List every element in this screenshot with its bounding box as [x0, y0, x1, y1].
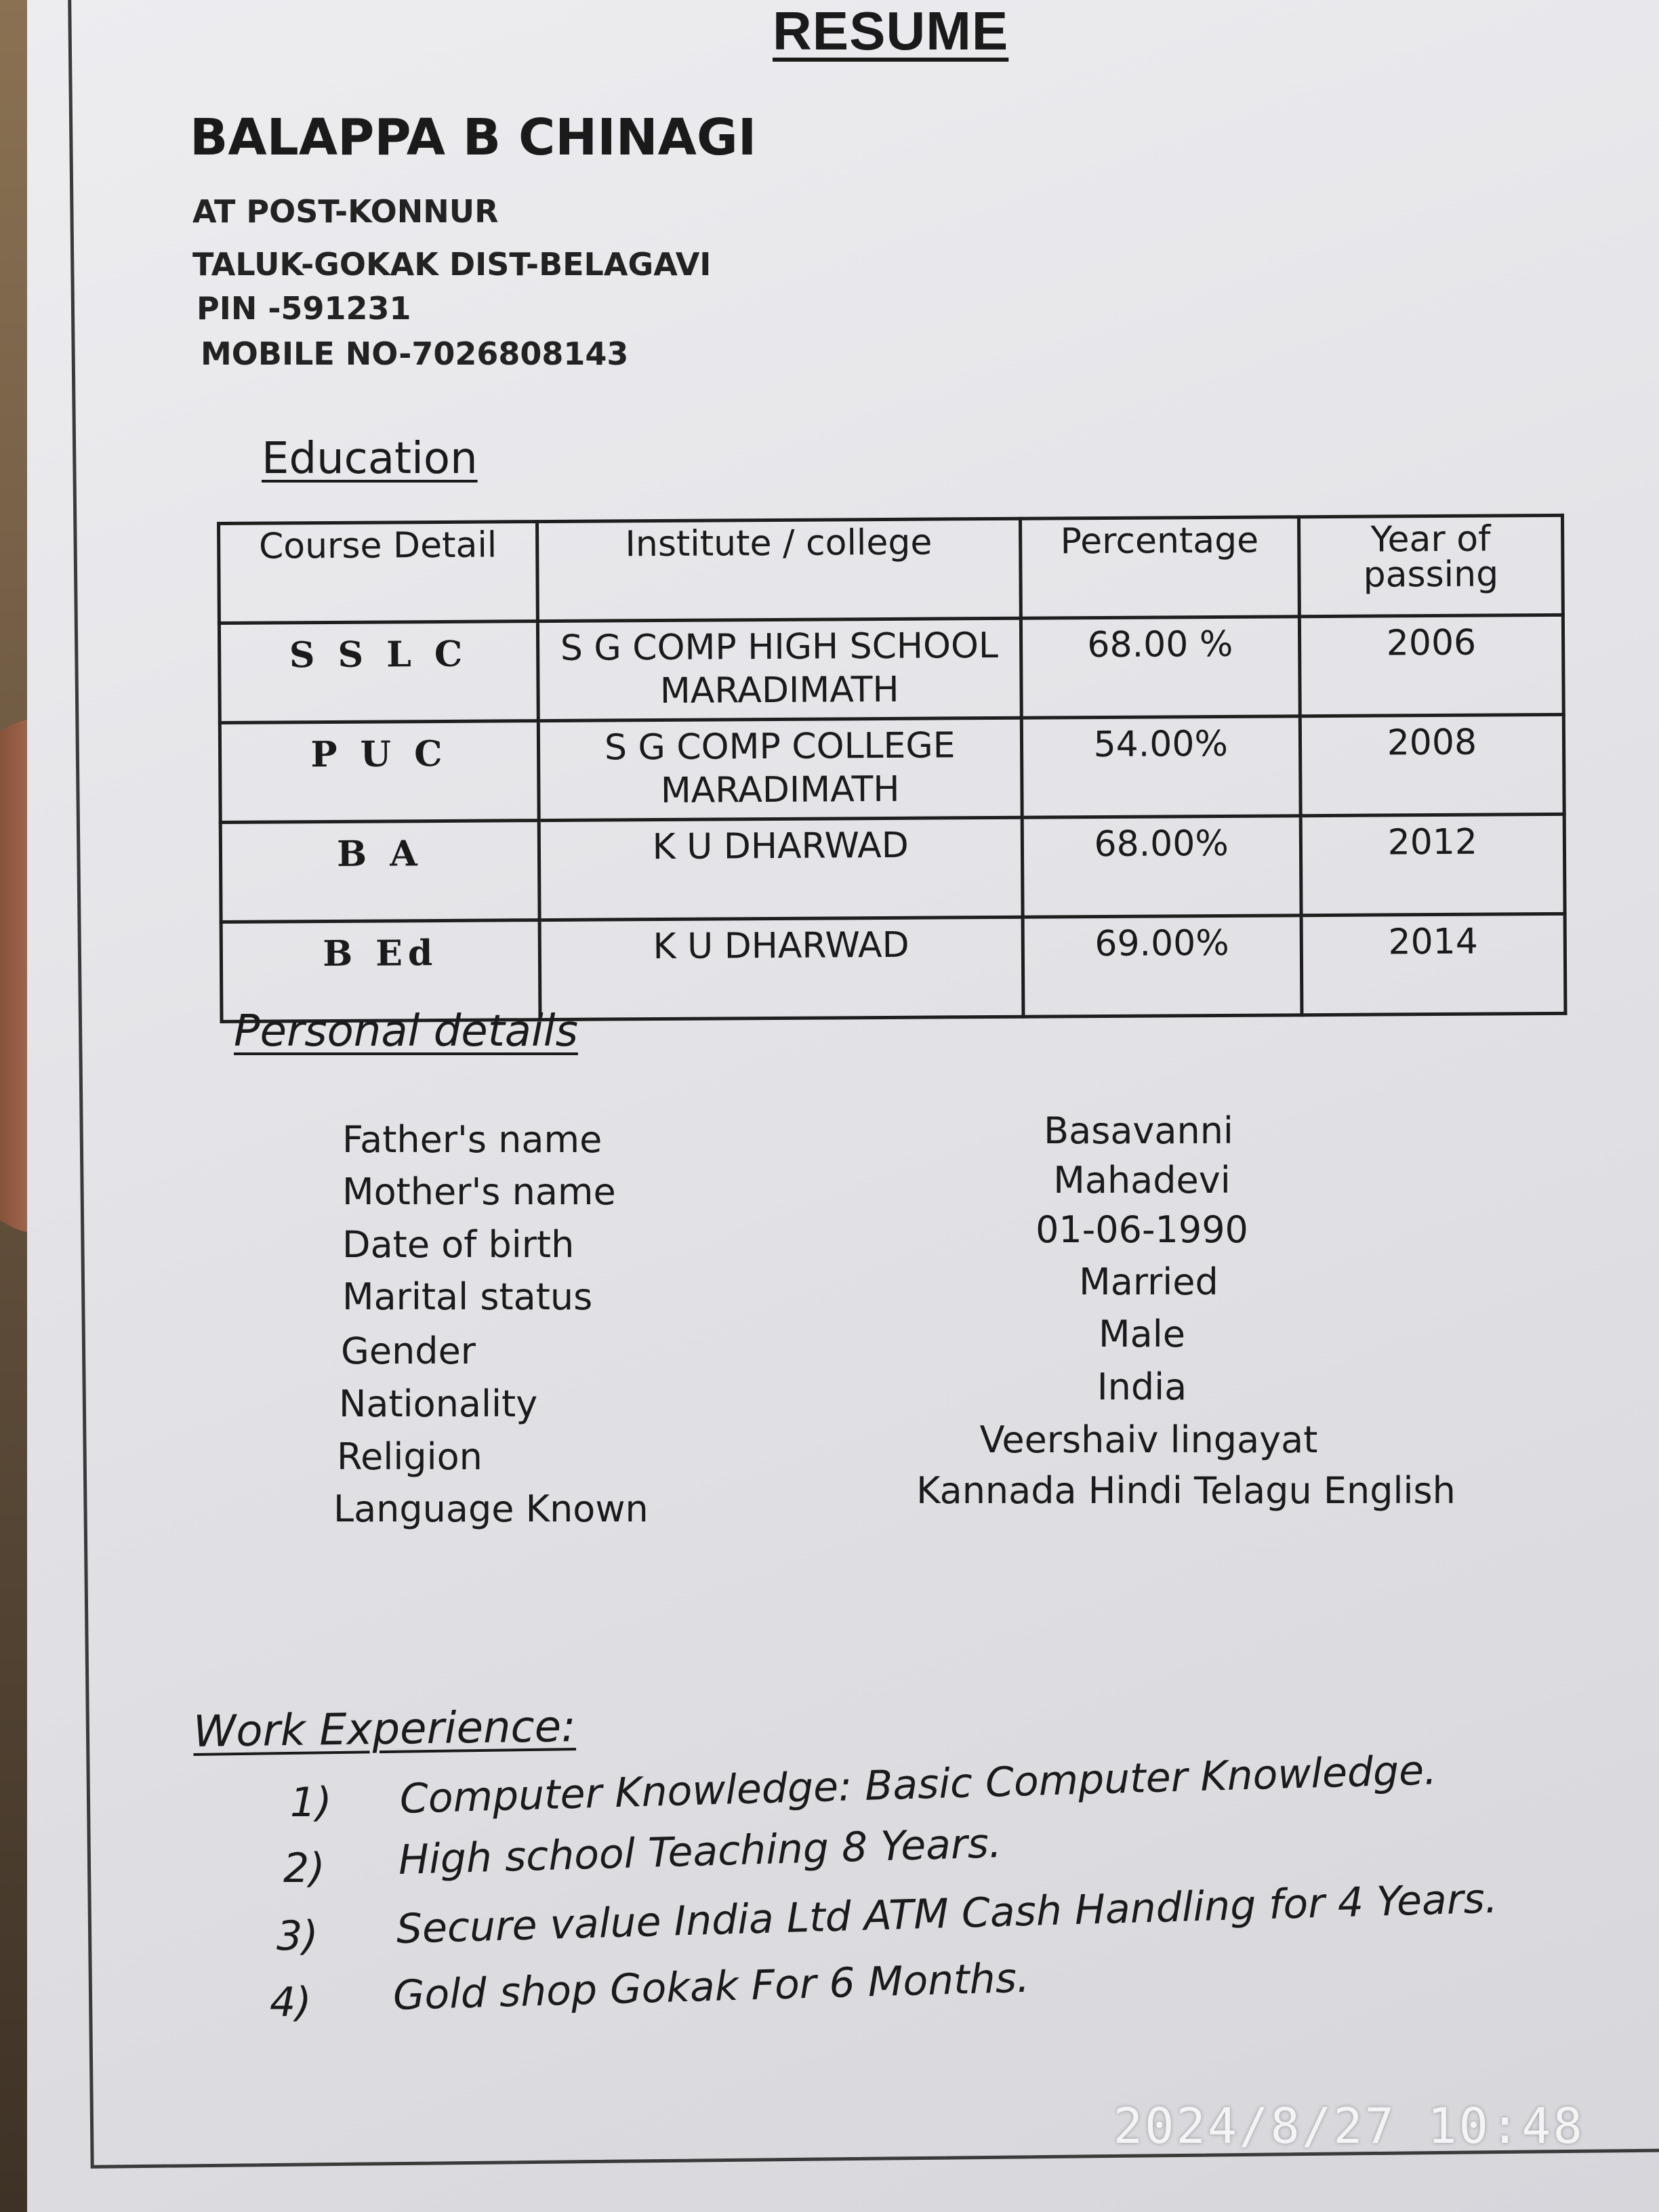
percentage-cell: 68.00 %: [1021, 617, 1300, 718]
work-item-number: 3): [276, 1912, 319, 1960]
personal-value: Kannada Hindi Telagu English: [916, 1469, 1456, 1512]
year-cell: 2008: [1300, 714, 1564, 815]
column-header: Year of passing: [1298, 515, 1563, 616]
personal-label: Father's name: [342, 1118, 602, 1161]
address-line: TALUK-GOKAK DIST-BELAGAVI: [192, 246, 712, 283]
course-cell: S S L C: [219, 621, 538, 723]
personal-value: Veershaiv lingayat: [979, 1418, 1318, 1461]
work-experience-heading: Work Experience:: [192, 1702, 577, 1757]
address-line: PIN -591231: [197, 290, 411, 327]
year-cell: 2014: [1301, 914, 1565, 1015]
applicant-name: BALAPPA B CHINAGI: [190, 108, 757, 167]
percentage-cell: 69.00%: [1023, 916, 1302, 1017]
personal-label: Mother's name: [342, 1170, 616, 1213]
mobile-number: MOBILE NO-7026808143: [201, 335, 629, 372]
personal-label: Language Known: [333, 1488, 649, 1530]
address-line: AT POST-KONNUR: [192, 193, 499, 230]
education-heading: Education: [262, 434, 478, 484]
resume-paper: [27, 0, 1659, 2212]
column-header: Course Detail: [219, 522, 538, 623]
work-item-number: 2): [283, 1845, 325, 1892]
resume-content: [27, 0, 1659, 2212]
personal-label: Religion: [337, 1435, 483, 1478]
personal-value: India: [1097, 1366, 1187, 1408]
institute-cell: S G COMP COLLEGE MARADIMATH: [538, 718, 1022, 820]
table-row: [220, 814, 1565, 922]
institute-cell: K U DHARWAD: [539, 817, 1023, 920]
personal-label: Gender: [341, 1330, 476, 1372]
year-cell: 2006: [1299, 615, 1563, 716]
work-item-number: 1): [290, 1779, 332, 1826]
course-cell: B A: [220, 821, 539, 922]
work-item: Secure value India Ltd ATM Cash Handling for 4 Years.: [396, 1875, 1498, 1953]
table-row: [219, 615, 1563, 722]
institute-cell: S G COMP HIGH SCHOOL MARADIMATH: [537, 618, 1021, 720]
personal-value: Married: [1079, 1261, 1218, 1303]
course-cell: B Ed: [221, 920, 540, 1022]
percentage-cell: 54.00%: [1021, 716, 1300, 818]
personal-value: 01-06-1990: [1036, 1208, 1248, 1251]
column-header: Percentage: [1020, 517, 1299, 619]
personal-label: Nationality: [339, 1382, 538, 1425]
personal-details-heading: Personal details: [234, 1006, 578, 1057]
personal-value: Mahadevi: [1053, 1159, 1231, 1202]
work-item-number: 4): [270, 1979, 312, 2026]
table-header-row: [219, 515, 1563, 623]
photo-timestamp: 2024/8/27 10:48: [1113, 2097, 1584, 2154]
table-row: [221, 914, 1565, 1021]
personal-label: Date of birth: [342, 1223, 575, 1266]
resume-title: RESUME: [773, 1, 1009, 61]
work-item: High school Teaching 8 Years.: [398, 1820, 1002, 1884]
education-table: [217, 514, 1567, 1023]
personal-label: Marital status: [342, 1275, 593, 1318]
institute-cell: K U DHARWAD: [539, 917, 1023, 1019]
column-header: Institute / college: [537, 518, 1021, 621]
personal-value: Basavanni: [1044, 1109, 1233, 1152]
course-cell: P U C: [220, 721, 539, 823]
work-item: Computer Knowledge: Basic Computer Knowledge.: [399, 1746, 1438, 1823]
percentage-cell: 68.00%: [1022, 816, 1301, 918]
table-row: [220, 714, 1564, 822]
personal-value: Male: [1099, 1313, 1185, 1355]
work-item: Gold shop Gokak For 6 Months.: [392, 1954, 1030, 2020]
year-cell: 2012: [1300, 814, 1565, 915]
